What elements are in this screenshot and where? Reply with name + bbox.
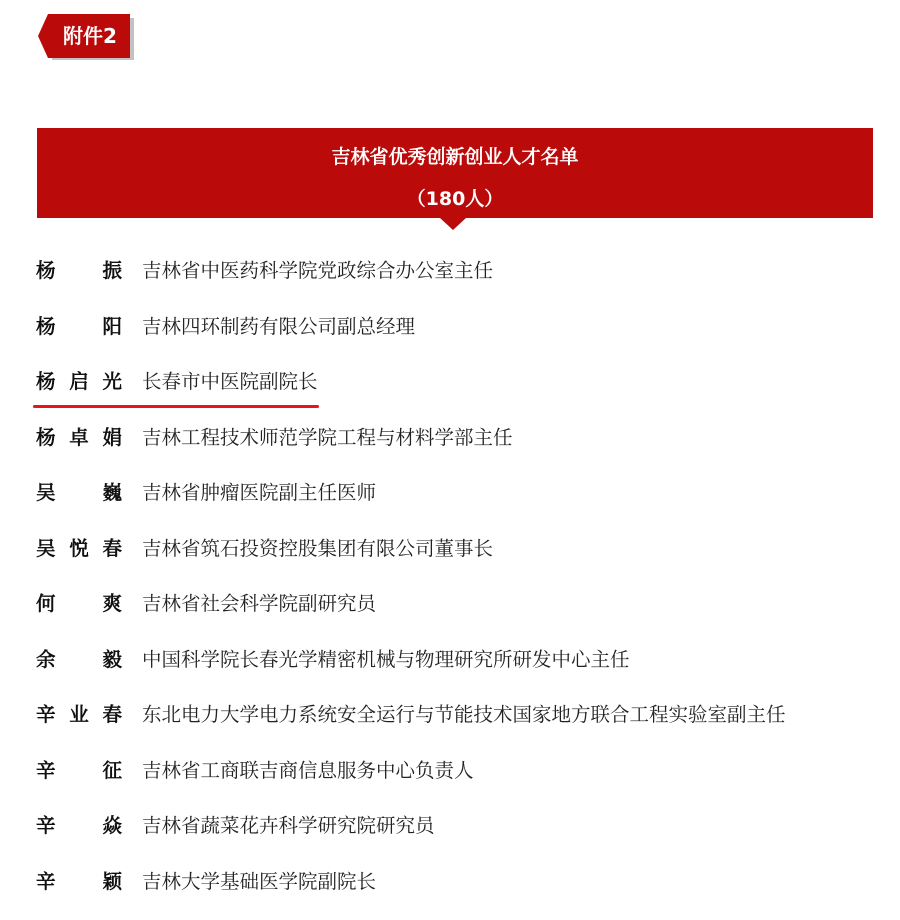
list-item	[36, 476, 886, 532]
name-char: 卓	[69, 421, 89, 455]
person-title: 吉林四环制药有限公司副总经理	[142, 310, 415, 344]
name-char: 业	[69, 698, 89, 732]
person-title: 吉林省工商联吉商信息服务中心负责人	[142, 754, 474, 788]
highlight-underline	[33, 405, 319, 408]
name-char: 杨	[36, 421, 56, 455]
person-name	[36, 310, 122, 344]
name-char: 杨	[36, 310, 56, 344]
list-item	[36, 532, 886, 588]
person-name	[36, 421, 122, 455]
name-char: 辛	[36, 809, 56, 843]
person-title: 吉林省筑石投资控股集团有限公司董事长	[142, 532, 493, 566]
person-name	[36, 809, 122, 843]
list-item	[36, 698, 886, 754]
person-name	[36, 698, 122, 732]
list-item	[36, 587, 886, 643]
person-title: 吉林省肿瘤医院副主任医师	[142, 476, 376, 510]
person-name	[36, 865, 122, 899]
person-name	[36, 476, 122, 510]
name-char: 毅	[102, 643, 122, 677]
name-char: 焱	[102, 809, 122, 843]
person-title: 吉林省中医药科学院党政综合办公室主任	[142, 254, 493, 288]
name-char: 杨	[36, 254, 56, 288]
list-title: 吉林省优秀创新创业人才名单	[37, 142, 873, 169]
list-item	[36, 754, 886, 810]
name-char: 辛	[36, 865, 56, 899]
person-name	[36, 365, 122, 399]
name-char: 颖	[102, 865, 122, 899]
name-char: 辛	[36, 698, 56, 732]
name-char: 阳	[102, 310, 122, 344]
person-name	[36, 643, 122, 677]
list-item	[36, 809, 886, 865]
person-title: 中国科学院长春光学精密机械与物理研究所研发中心主任	[142, 643, 630, 677]
person-title: 吉林省蔬菜花卉科学研究院研究员	[142, 809, 435, 843]
name-char: 吴	[36, 532, 56, 566]
person-name	[36, 532, 122, 566]
person-name	[36, 587, 122, 621]
name-char: 春	[102, 532, 122, 566]
list-item	[36, 865, 886, 920]
name-char: 春	[102, 698, 122, 732]
person-title: 吉林省社会科学院副研究员	[142, 587, 376, 621]
name-char: 娟	[102, 421, 122, 455]
list-item	[36, 421, 886, 477]
person-name	[36, 254, 122, 288]
person-title: 长春市中医院副院长	[142, 365, 318, 399]
person-title: 吉林大学基础医学院副院长	[142, 865, 376, 899]
name-char: 何	[36, 587, 56, 621]
name-char: 悦	[69, 532, 89, 566]
person-name	[36, 754, 122, 788]
list-item	[36, 643, 886, 699]
name-char: 巍	[102, 476, 122, 510]
list-item	[36, 254, 886, 310]
name-char: 征	[102, 754, 122, 788]
list-header-banner	[37, 128, 873, 218]
name-char: 杨	[36, 365, 56, 399]
name-char: 辛	[36, 754, 56, 788]
talent-list	[36, 254, 886, 920]
name-char: 余	[36, 643, 56, 677]
person-title: 吉林工程技术师范学院工程与材料学部主任	[142, 421, 513, 455]
list-item-highlighted	[36, 365, 886, 421]
name-char: 吴	[36, 476, 56, 510]
banner-pointer-arrow	[440, 218, 466, 230]
name-char: 振	[102, 254, 122, 288]
list-item	[36, 310, 886, 366]
name-char: 启	[69, 365, 89, 399]
person-title: 东北电力大学电力系统安全运行与节能技术国家地方联合工程实验室副主任	[142, 698, 786, 732]
attachment-tag-label: 附件2	[50, 14, 130, 58]
list-count: （180人）	[37, 184, 873, 211]
name-char: 爽	[102, 587, 122, 621]
name-char: 光	[102, 365, 122, 399]
